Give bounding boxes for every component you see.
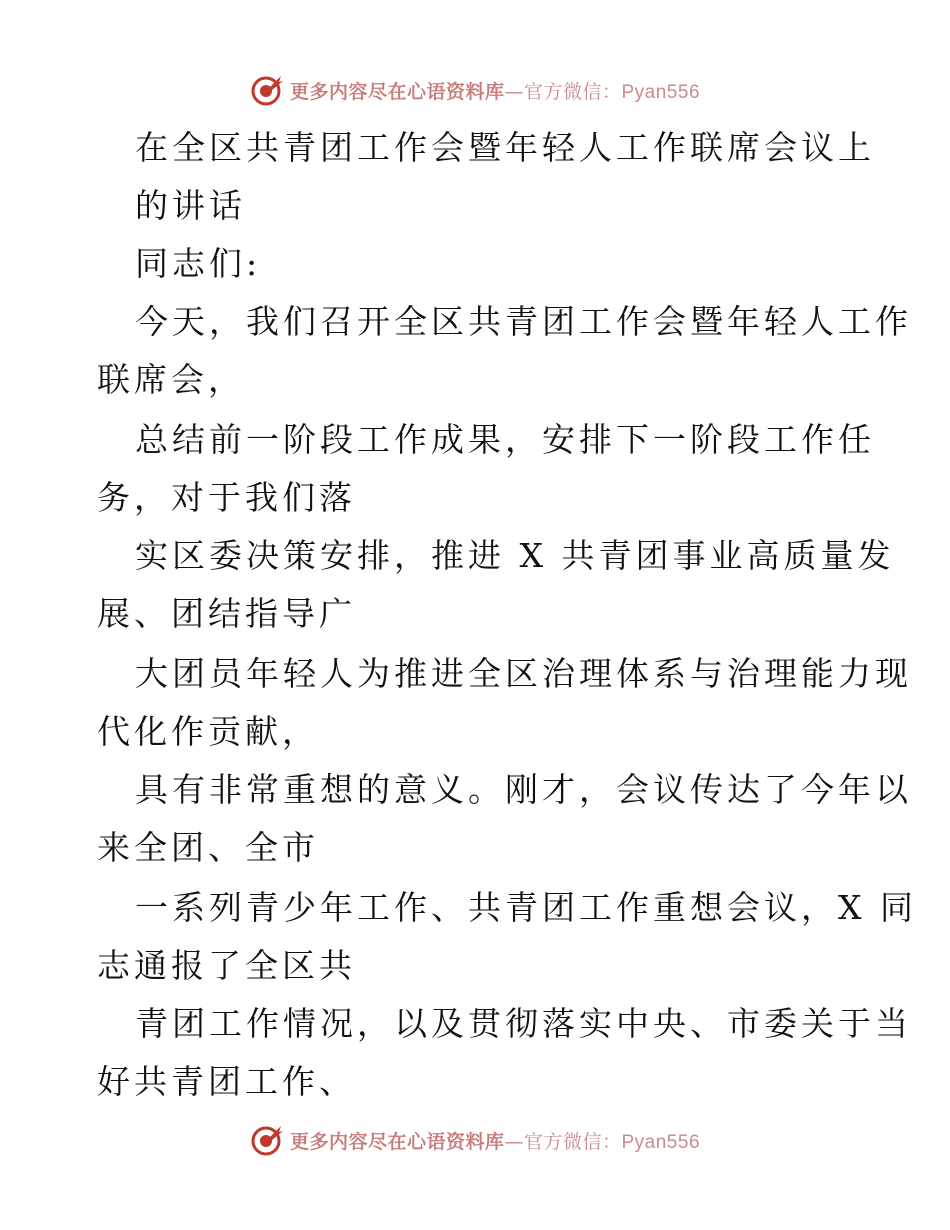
paragraph-line: 今天，我们召开全区共青团工作会暨年轻人工作: [135, 302, 912, 341]
paragraph-line: 青团工作情况，以及贯彻落实中央、市委关于当: [135, 1004, 912, 1043]
paragraph-line: 具有非常重想的意义。刚才，会议传达了今年以: [135, 770, 912, 809]
watermark-separator: —: [504, 80, 524, 103]
title-line-2: 的讲话: [135, 186, 246, 225]
watermark-separator: —: [504, 1130, 524, 1153]
paragraph-line: 代化作贡献，: [97, 712, 319, 751]
paragraph-line: 来全团、全市: [97, 828, 319, 867]
watermark-text: [290, 77, 700, 104]
paragraph-line: 实区委决策安排，推进 X 共青团事业高质量发: [135, 536, 895, 575]
watermark-id: Pyan556: [621, 1131, 701, 1153]
paragraph-line: 志通报了全区共: [97, 946, 356, 985]
watermark-main: 更多内容尽在心语资料库: [289, 80, 505, 103]
footer-watermark: [0, 1120, 950, 1160]
watermark-label: 官方微信：: [523, 1130, 622, 1153]
quill-logo-icon: [250, 73, 284, 107]
watermark-label: 官方微信：: [523, 80, 622, 103]
paragraph-line: 一系列青少年工作、共青团工作重想会议，X 同: [135, 888, 917, 927]
watermark-text: [290, 1127, 700, 1154]
header-watermark: [0, 70, 950, 110]
paragraph-line: 好共青团工作、: [97, 1062, 356, 1101]
paragraph-line: 务，对于我们落: [97, 478, 356, 517]
paragraph-line: 总结前一阶段工作成果，安排下一阶段工作任: [135, 420, 875, 459]
salutation: 同志们:: [135, 244, 262, 283]
watermark-main: 更多内容尽在心语资料库: [289, 1130, 505, 1153]
paragraph-line: 大团员年轻人为推进全区治理体系与治理能力现: [135, 654, 912, 693]
quill-logo-icon: [250, 1123, 284, 1157]
paragraph-line: 联席会，: [97, 360, 245, 399]
title-line-1: 在全区共青团工作会暨年轻人工作联席会议上: [135, 128, 875, 167]
watermark-id: Pyan556: [621, 81, 701, 103]
paragraph-line: 展、团结指导广: [97, 594, 356, 633]
